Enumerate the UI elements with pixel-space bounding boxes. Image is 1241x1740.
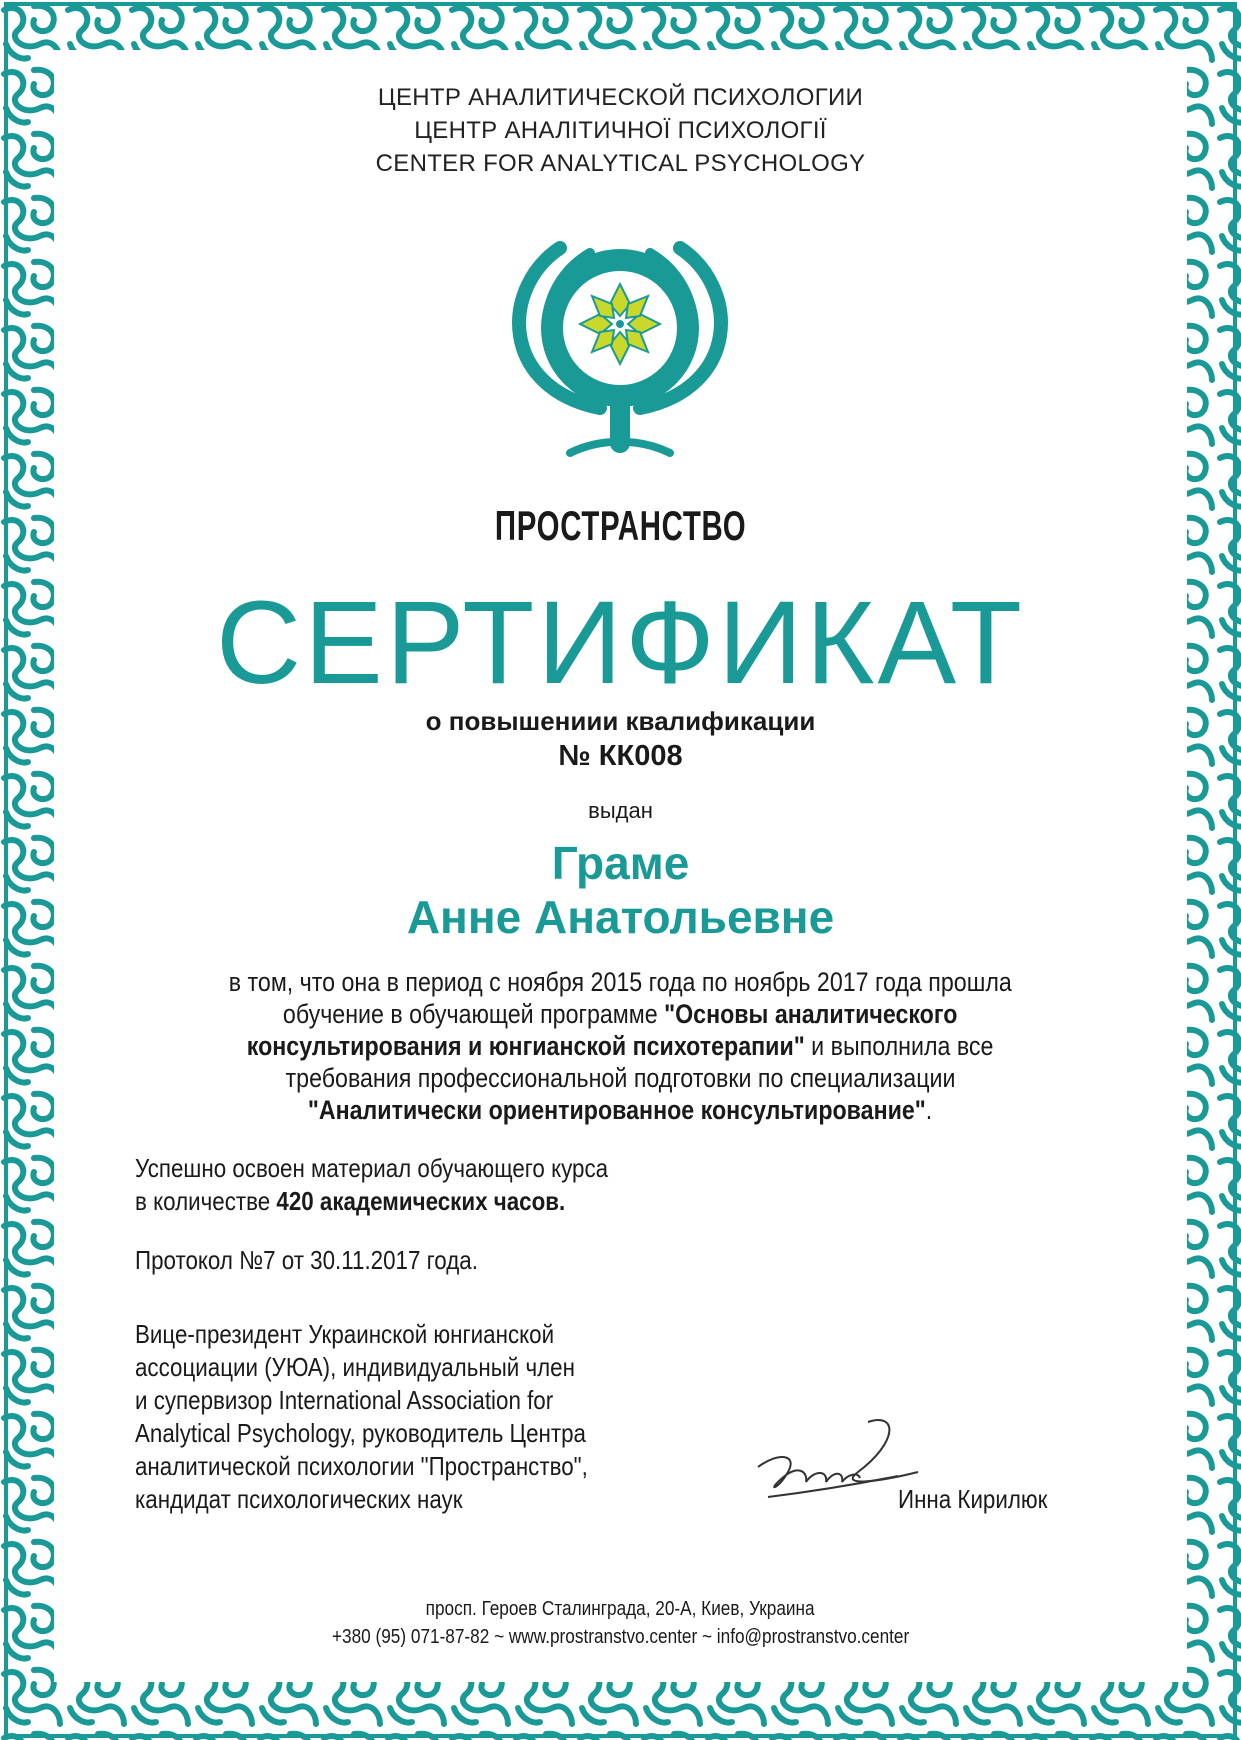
org-name-en: CENTER FOR ANALYTICAL PSYCHOLOGY	[375, 150, 866, 177]
logo-wordmark: ПРОСТРАНСТВО	[494, 502, 747, 549]
footer-contacts: +380 (95) 071-87-82 ~ www.prostranstvo.center ~ info@prostranstvo.center	[331, 1626, 910, 1648]
footer-address: просп. Героев Сталинграда, 20-А, Киев, Украина	[426, 1598, 815, 1620]
signatory-name: Инна Кирилюк	[898, 1484, 1048, 1514]
issued-label: выдан	[588, 798, 653, 823]
certificate-title: СЕРТИФИКАТ	[215, 577, 1026, 709]
tree-logo	[490, 238, 750, 478]
protocol-line: Протокол №7 от 30.11.2017 года.	[135, 1245, 478, 1275]
recipient-surname: Граме	[551, 837, 690, 889]
signatory-title: Вице-президент Украинской юнгианской ассоциации (УЮА), индивидуальный член и супервизор International Association for Analytical Psychology, руководитель Центра аналитической психологии "Пространство", кандидат психологических наук	[135, 1319, 588, 1514]
course-description: в том, что она в период с ноября 2015 года по ноябрь 2017 года прошла обучение в обучающей программе "Основы аналитического консультирования и юнгианской психотерапии" и выполнила все требования профессиональной подготовки по специализации "Аналитически ориентированное консультирование".	[228, 967, 1013, 1125]
org-name-ru: ЦЕНТР АНАЛИТИЧЕСКОЙ ПСИХОЛОГИИ	[377, 84, 864, 111]
hours-statement: Успешно освоен материал обучающего курса в количестве 420 академических часов.	[135, 1153, 609, 1216]
certificate-subtitle: о повышениии квалификации	[425, 706, 816, 736]
certificate-number: № КК008	[558, 740, 683, 772]
recipient-name: Анне Анатольевне	[406, 891, 835, 943]
org-name-ua: ЦЕНТР АНАЛІТИЧНОЇ ПСИХОЛОГІЇ	[414, 117, 827, 144]
